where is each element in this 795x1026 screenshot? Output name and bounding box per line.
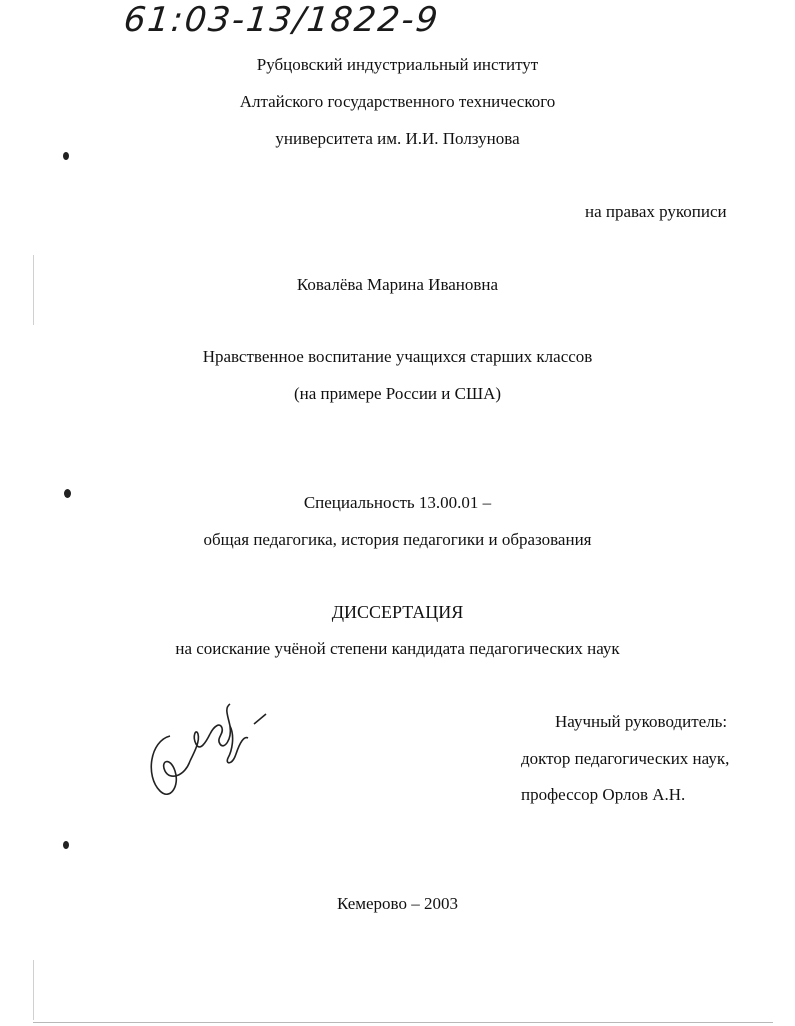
- specialty-line-1: Специальность 13.00.01 –: [303, 493, 492, 512]
- scan-bottom-line: [33, 1022, 773, 1023]
- institution-line-3: университета им. И.И. Ползунова: [275, 129, 520, 148]
- specialty-line-2: общая педагогика, история педагогики и образования: [203, 530, 592, 549]
- document-type: ДИССЕРТАЦИЯ: [331, 602, 464, 622]
- institution-line-1: Рубцовский индустриальный институт: [256, 55, 539, 74]
- dissertation-title-line-2: (на примере России и США): [293, 384, 502, 403]
- handwritten-signature: [140, 696, 270, 806]
- supervisor-label: Научный руководитель:: [555, 712, 728, 731]
- dissertation-title-line-1: Нравственное воспитание учащихся старших классов: [202, 347, 593, 366]
- degree-line: на соискание учёной степени кандидата педагогических наук: [175, 639, 620, 658]
- scan-speck: [63, 152, 69, 160]
- handwritten-archive-code: 61:03-13/1822-9: [121, 0, 442, 40]
- manuscript-rights-note: на правах рукописи: [585, 202, 727, 221]
- scan-edge-line: [33, 960, 34, 1020]
- place-and-year: Кемерово – 2003: [337, 894, 458, 913]
- supervisor-name: профессор Орлов А.Н.: [521, 785, 686, 804]
- supervisor-degree: доктор педагогических наук,: [521, 749, 730, 768]
- institution-line-2: Алтайского государственного технического: [239, 92, 556, 111]
- author-name: Ковалёва Марина Ивановна: [296, 275, 499, 294]
- scan-speck: [63, 841, 69, 849]
